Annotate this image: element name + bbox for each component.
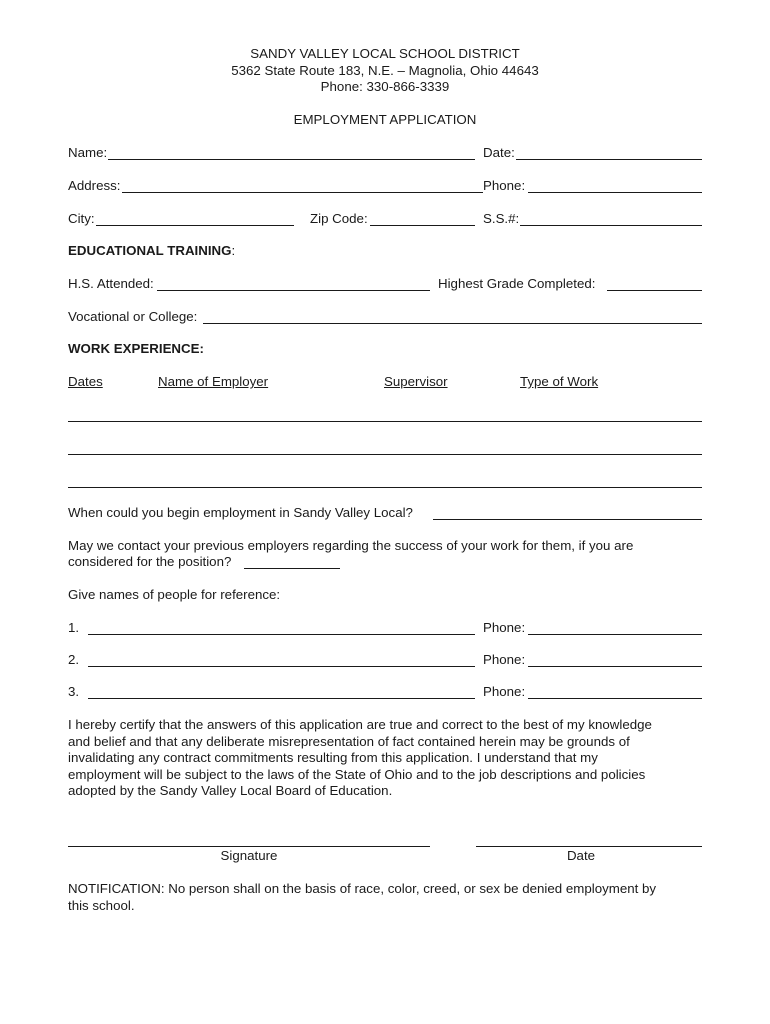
address-field[interactable] [122,192,483,193]
reference-phone-label: Phone: [483,620,526,635]
name-field[interactable] [108,159,475,160]
highest-grade-label: Highest Grade Completed: [438,276,596,291]
reference-name-field[interactable] [88,634,475,635]
work-heading: WORK EXPERIENCE: [68,341,204,356]
signature-field[interactable] [68,846,430,847]
signature-date-label: Date [566,848,596,863]
certification-line: invalidating any contract commitments resulting from this application. I understand that my [68,750,598,765]
phone-label: Phone: [483,178,526,193]
reference-phone-field[interactable] [528,634,702,635]
hs-attended-label: H.S. Attended: [68,276,154,291]
certification-line: employment will be subject to the laws of the State of Ohio and to the job descriptions and policies [68,767,646,782]
col-type-of-work: Type of Work [520,374,599,389]
signature-label: Signature [220,848,278,863]
reference-number: 2. [68,652,80,667]
col-employer: Name of Employer [158,374,269,389]
city-field[interactable] [96,225,294,226]
reference-phone-field[interactable] [528,698,702,699]
education-heading: EDUCATIONAL TRAINING: [68,243,236,258]
work-row-line[interactable] [68,454,702,455]
certification-line: adopted by the Sandy Valley Local Board of Education. [68,783,393,798]
form-title: EMPLOYMENT APPLICATION [293,112,477,127]
district-address: 5362 State Route 183, N.E. – Magnolia, Ohio 44643 [231,63,539,78]
district-phone: Phone: 330-866-3339 [320,79,450,94]
reference-number: 3. [68,684,80,699]
date-label: Date: [483,145,515,160]
notification-line2: this school. [68,898,135,913]
notification-line1: NOTIFICATION: No person shall on the basis of race, color, creed, or sex be denied employment by [68,881,657,896]
district-name: SANDY VALLEY LOCAL SCHOOL DISTRICT [250,46,520,61]
work-row-line[interactable] [68,487,702,488]
certification-line: and belief and that any deliberate misrepresentation of fact contained herein may be grounds of [68,734,630,749]
zip-label: Zip Code: [310,211,368,226]
vocational-label: Vocational or College: [68,309,198,324]
highest-grade-field[interactable] [607,290,702,291]
contact-question-line1: May we contact your previous employers regarding the success of your work for them, if you are [68,538,634,553]
phone-field[interactable] [528,192,702,193]
col-supervisor: Supervisor [384,374,448,389]
date-field[interactable] [516,159,702,160]
col-dates: Dates [68,374,103,389]
begin-answer-field[interactable] [433,519,702,520]
begin-question: When could you begin employment in Sandy Valley Local? [68,505,413,520]
reference-phone-label: Phone: [483,684,526,699]
reference-phone-label: Phone: [483,652,526,667]
reference-number: 1. [68,620,80,635]
certification-line: I hereby certify that the answers of this application are true and correct to the best of my knowledge [68,717,652,732]
contact-answer-field[interactable] [244,568,340,569]
reference-phone-field[interactable] [528,666,702,667]
reference-name-field[interactable] [88,666,475,667]
ssn-label: S.S.#: [483,211,520,226]
ssn-field[interactable] [520,225,702,226]
signature-date-field[interactable] [476,846,702,847]
contact-question-line2: considered for the position? [68,554,232,569]
work-row-line[interactable] [68,421,702,422]
references-intro: Give names of people for reference: [68,587,281,602]
vocational-field[interactable] [203,323,702,324]
city-label: City: [68,211,95,226]
address-label: Address: [68,178,121,193]
name-label: Name: [68,145,108,160]
zip-field[interactable] [370,225,475,226]
hs-attended-field[interactable] [157,290,430,291]
reference-name-field[interactable] [88,698,475,699]
